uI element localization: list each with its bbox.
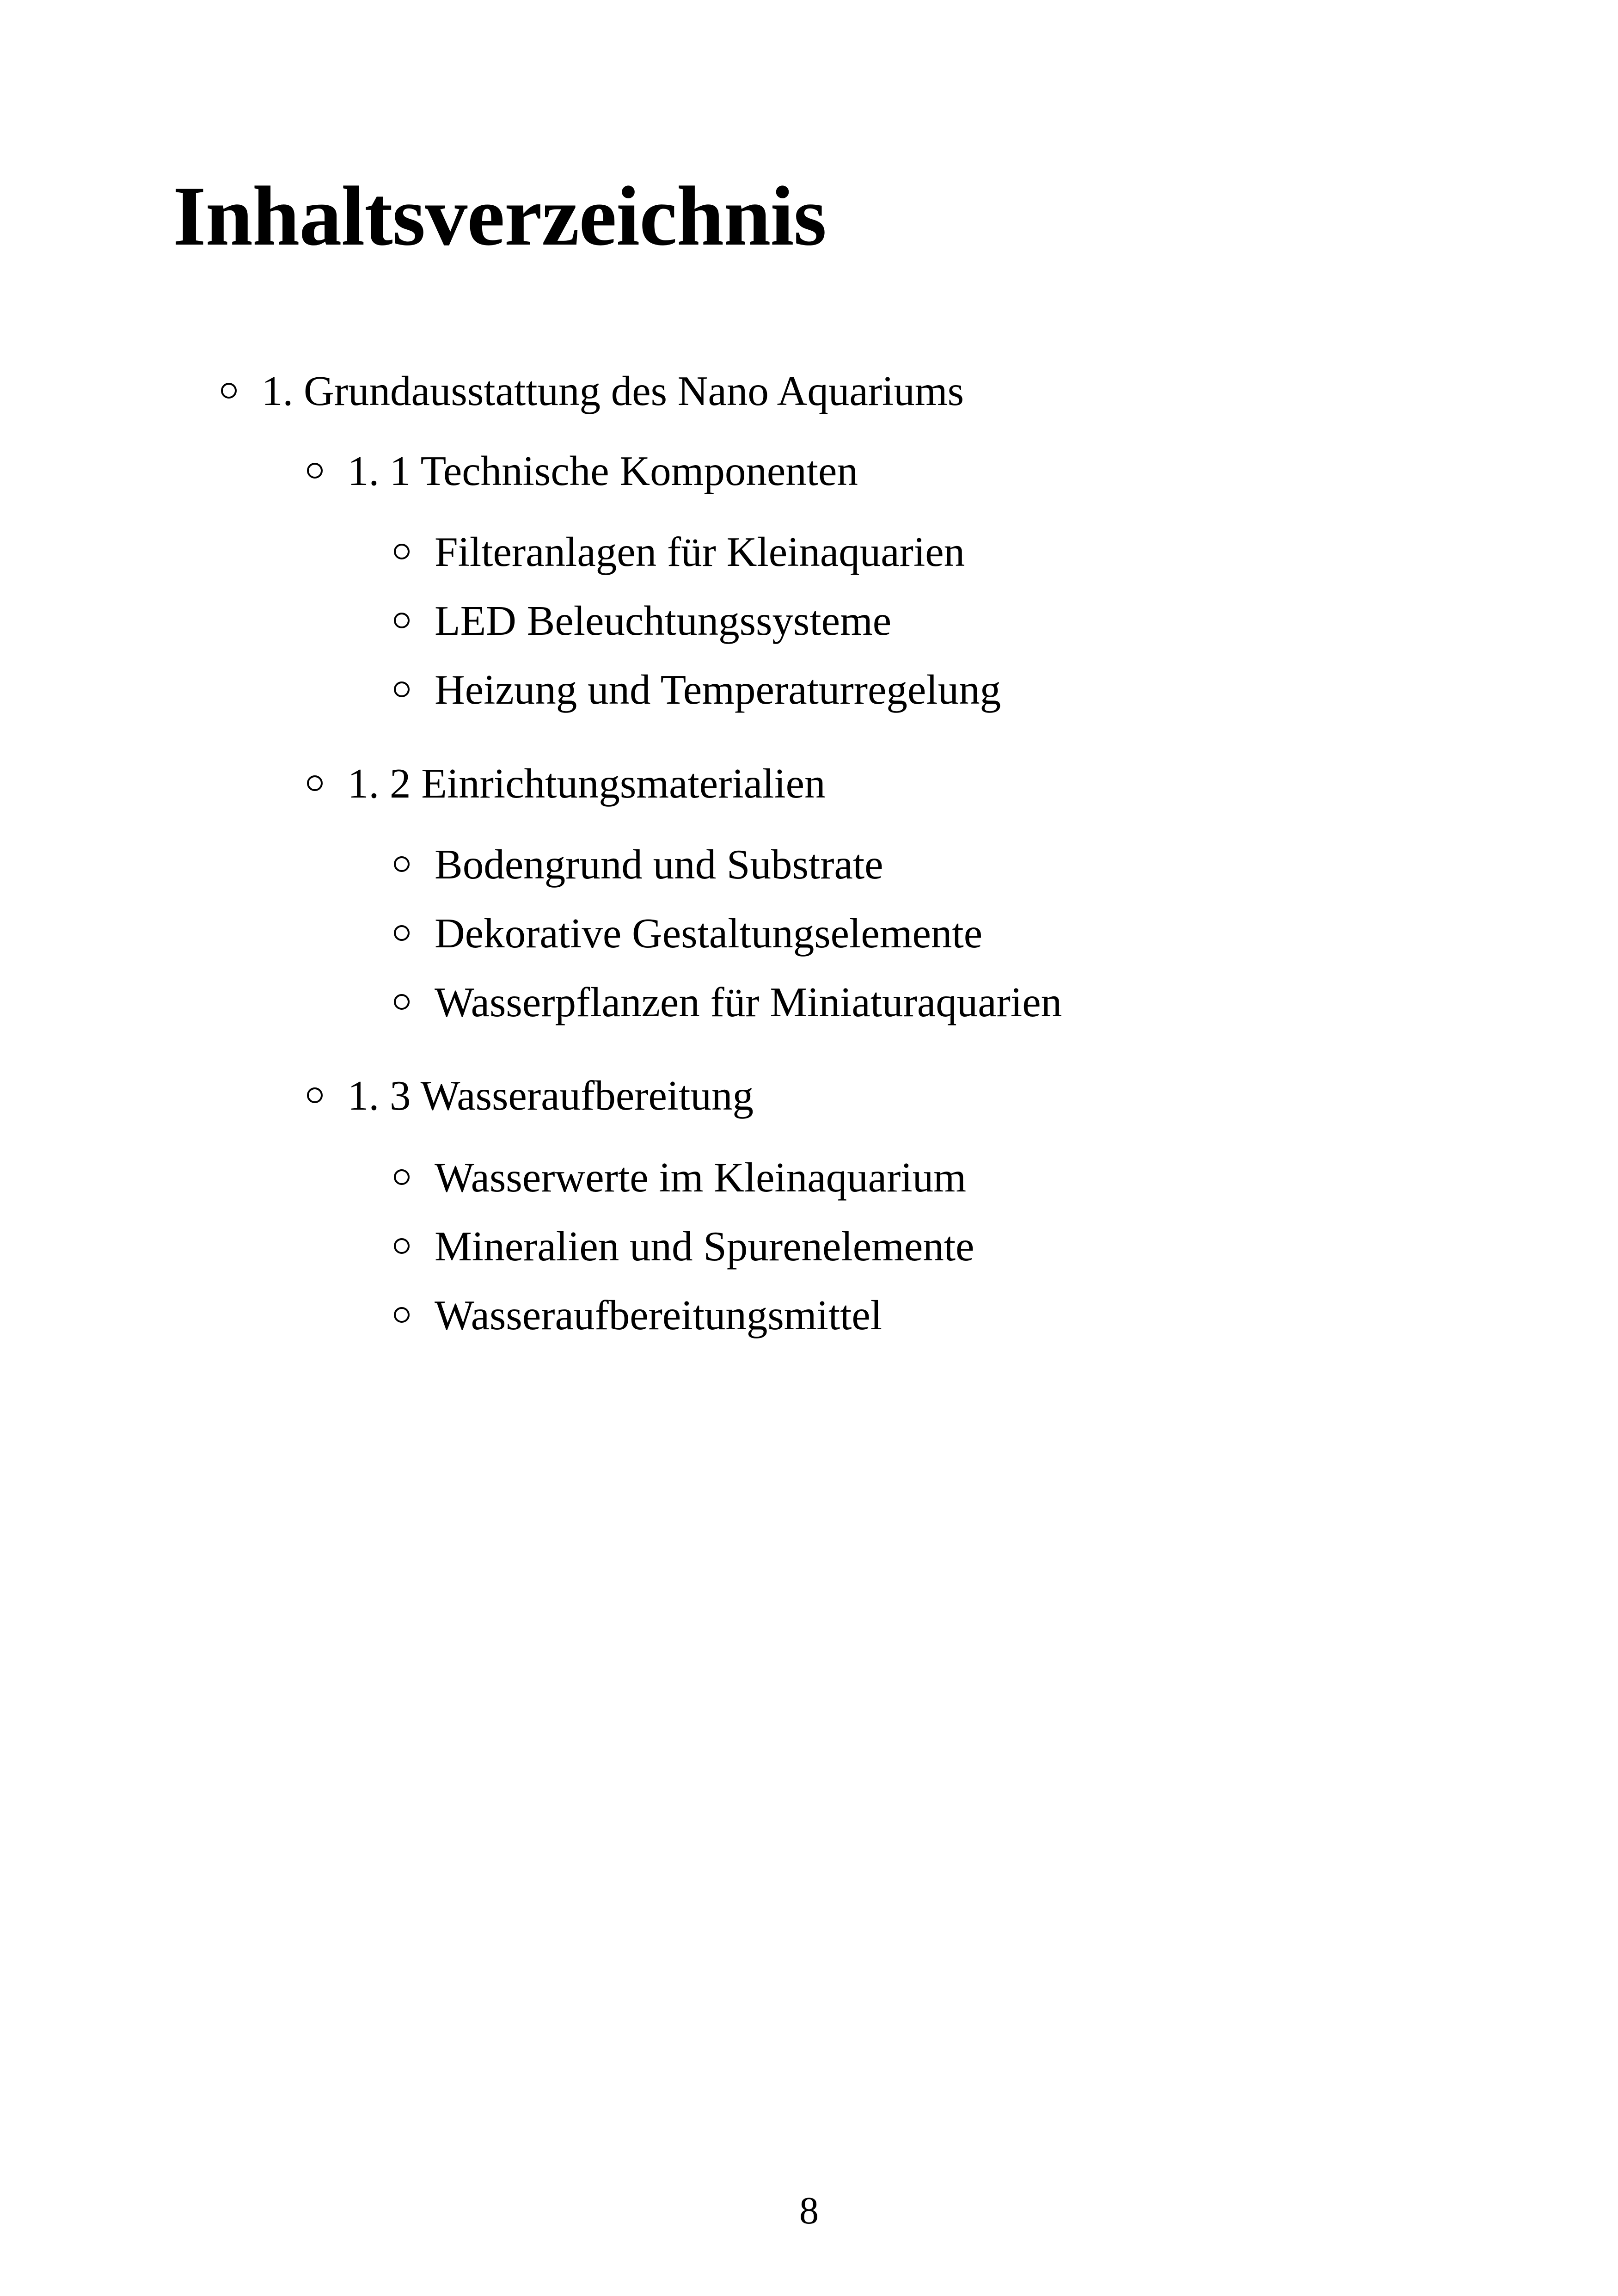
toc-item[interactable] [394,1220,974,1272]
hollow-circle-bullet-icon [394,925,410,941]
hollow-circle-bullet-icon [221,383,237,399]
toc-item[interactable] [394,595,891,646]
toc-entry-label: 1. 3 Wasseraufbereitung [348,1072,754,1119]
toc-entry-label: 1. 1 Technische Komponenten [348,447,858,494]
toc-item[interactable] [394,1289,882,1341]
toc-entry-label: 1. Grundausstattung des Nano Aquariums [262,367,964,414]
toc-entry-label: Heizung und Temperaturregelung [435,666,1001,713]
hollow-circle-bullet-icon [394,1169,410,1185]
page-number: 8 [799,2189,819,2232]
hollow-circle-bullet-icon [394,681,410,697]
toc-entry-label: LED Beleuchtungssysteme [435,597,892,644]
toc-entry-label: 1. 2 Einrichtungsmaterialien [348,760,826,807]
hollow-circle-bullet-icon [394,613,410,628]
toc-item[interactable] [394,976,1062,1028]
toc-entry-label: Bodengrund und Substrate [435,841,883,888]
toc-section-1-1[interactable] [307,445,858,497]
hollow-circle-bullet-icon [307,463,323,479]
toc-entry-label: Wasserpflanzen für Miniaturaquarien [435,978,1062,1025]
hollow-circle-bullet-icon [307,775,323,791]
page-title: Inhaltsverzeichnis [173,169,827,263]
toc-item[interactable] [394,526,965,577]
toc-entry-label: Wasseraufbereitungsmittel [435,1291,883,1338]
hollow-circle-bullet-icon [394,994,410,1010]
hollow-circle-bullet-icon [394,856,410,872]
hollow-circle-bullet-icon [307,1087,323,1103]
hollow-circle-bullet-icon [394,544,410,559]
toc-section-1-2[interactable] [307,757,826,809]
toc-entry-label: Filteranlagen für Kleinaquarien [435,528,965,575]
toc-item[interactable] [394,663,1001,715]
toc-item[interactable] [394,907,982,959]
toc-item[interactable] [394,1151,966,1203]
toc-entry-label: Wasserwerte im Kleinaquarium [435,1154,966,1201]
toc-entry-label: Mineralien und Spurenelemente [435,1222,974,1270]
toc-section-1-3[interactable] [307,1069,754,1121]
toc-chapter-1[interactable] [221,365,964,417]
toc-entry-label: Dekorative Gestaltungselemente [435,909,983,957]
hollow-circle-bullet-icon [394,1238,410,1254]
toc-item[interactable] [394,838,883,890]
hollow-circle-bullet-icon [394,1307,410,1323]
